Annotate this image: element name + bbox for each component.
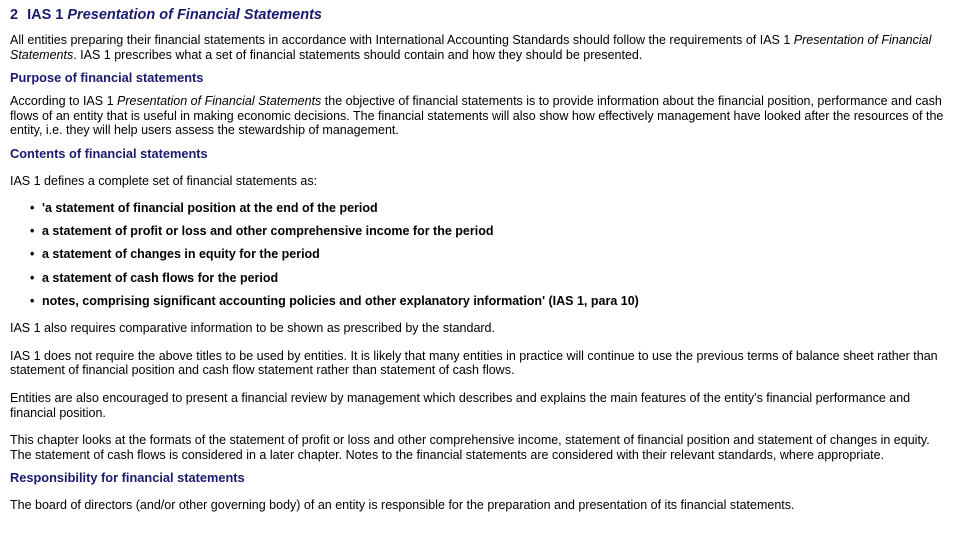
list-item-text: 'a statement of financial position at the end of the period <box>42 200 378 215</box>
bullet-icon: • <box>30 270 35 285</box>
section-title <box>10 5 949 25</box>
comparative-paragraph: IAS 1 also requires comparative information to be shown as prescribed by the standard. <box>10 321 495 336</box>
responsibility-heading: Responsibility for financial statements <box>10 470 245 486</box>
statements-list <box>10 201 949 310</box>
purpose-text-a: According to IAS 1 <box>10 94 118 109</box>
list-item <box>30 247 949 262</box>
section-title-plain: IAS 1 <box>27 7 68 23</box>
contents-lead: IAS 1 defines a complete set of financial statements as: <box>10 173 318 188</box>
list-item <box>30 224 949 239</box>
bullet-icon: • <box>30 223 35 238</box>
purpose-heading: Purpose of financial statements <box>10 70 204 86</box>
list-item-text: notes, comprising significant accounting policies and other explanatory information' (IAS 1, para 10) <box>42 294 639 309</box>
list-item <box>30 294 949 309</box>
bullet-icon: • <box>30 247 35 262</box>
purpose-text-italic: Presentation of Financial Statements <box>117 94 322 109</box>
intro-paragraph <box>10 33 949 62</box>
contents-heading: Contents of financial statements <box>10 145 208 161</box>
purpose-paragraph <box>10 94 949 138</box>
list-item-text: a statement of changes in equity for the period <box>42 247 320 262</box>
titles-paragraph: IAS 1 does not require the above titles to be used by entities. It is likely that many entities in practice will continue to use the previous terms of balance sheet rather than statement of financial position and cash flow statement rather than statement of cash flows. <box>10 348 938 378</box>
bullet-icon: • <box>30 200 35 215</box>
responsibility-paragraph: The board of directors (and/or other governing body) of an entity is responsible for the preparation and presentation of its financial statements. <box>10 498 795 513</box>
intro-text-b: . IAS 1 prescribes what a set of financial statements should contain and how they should be presented. <box>73 47 643 62</box>
chapter-scope-paragraph: This chapter looks at the formats of the statement of profit or loss and other comprehensive income, statement of financial position and statement of changes in equity. The statement of cash flows is considered in a later chapter. Notes to the financial statements are considered with their relevant standards, where appropriate. <box>10 433 930 462</box>
list-item-text: a statement of profit or loss and other comprehensive income for the period <box>42 223 494 238</box>
intro-text-a: All entities preparing their financial statements in accordance with International Accounting Standards should follow the requirements of IAS 1 <box>10 33 794 47</box>
list-item-text: a statement of cash flows for the period <box>42 270 279 285</box>
purpose-text-b: the objective of financial statements is to provide information about the financial position, performance and cash flows of an entity that is useful in making economic decisions. The financial statements will also show how effectively management have looked after the resources of the entity, i.e. they will help users assess the stewardship of management. <box>10 94 944 138</box>
list-item <box>30 271 949 286</box>
section-title-italic: Presentation of Financial Statements <box>67 7 322 23</box>
list-item <box>30 201 949 216</box>
intro-text-italic: Presentation of Financial Statements <box>10 33 932 62</box>
section-number: 2 <box>10 7 19 23</box>
bullet-icon: • <box>30 294 35 309</box>
financial-review-paragraph: Entities are also encouraged to present a financial review by management which describes and explains the main features of the entity's financial performance and financial position. <box>10 390 911 420</box>
